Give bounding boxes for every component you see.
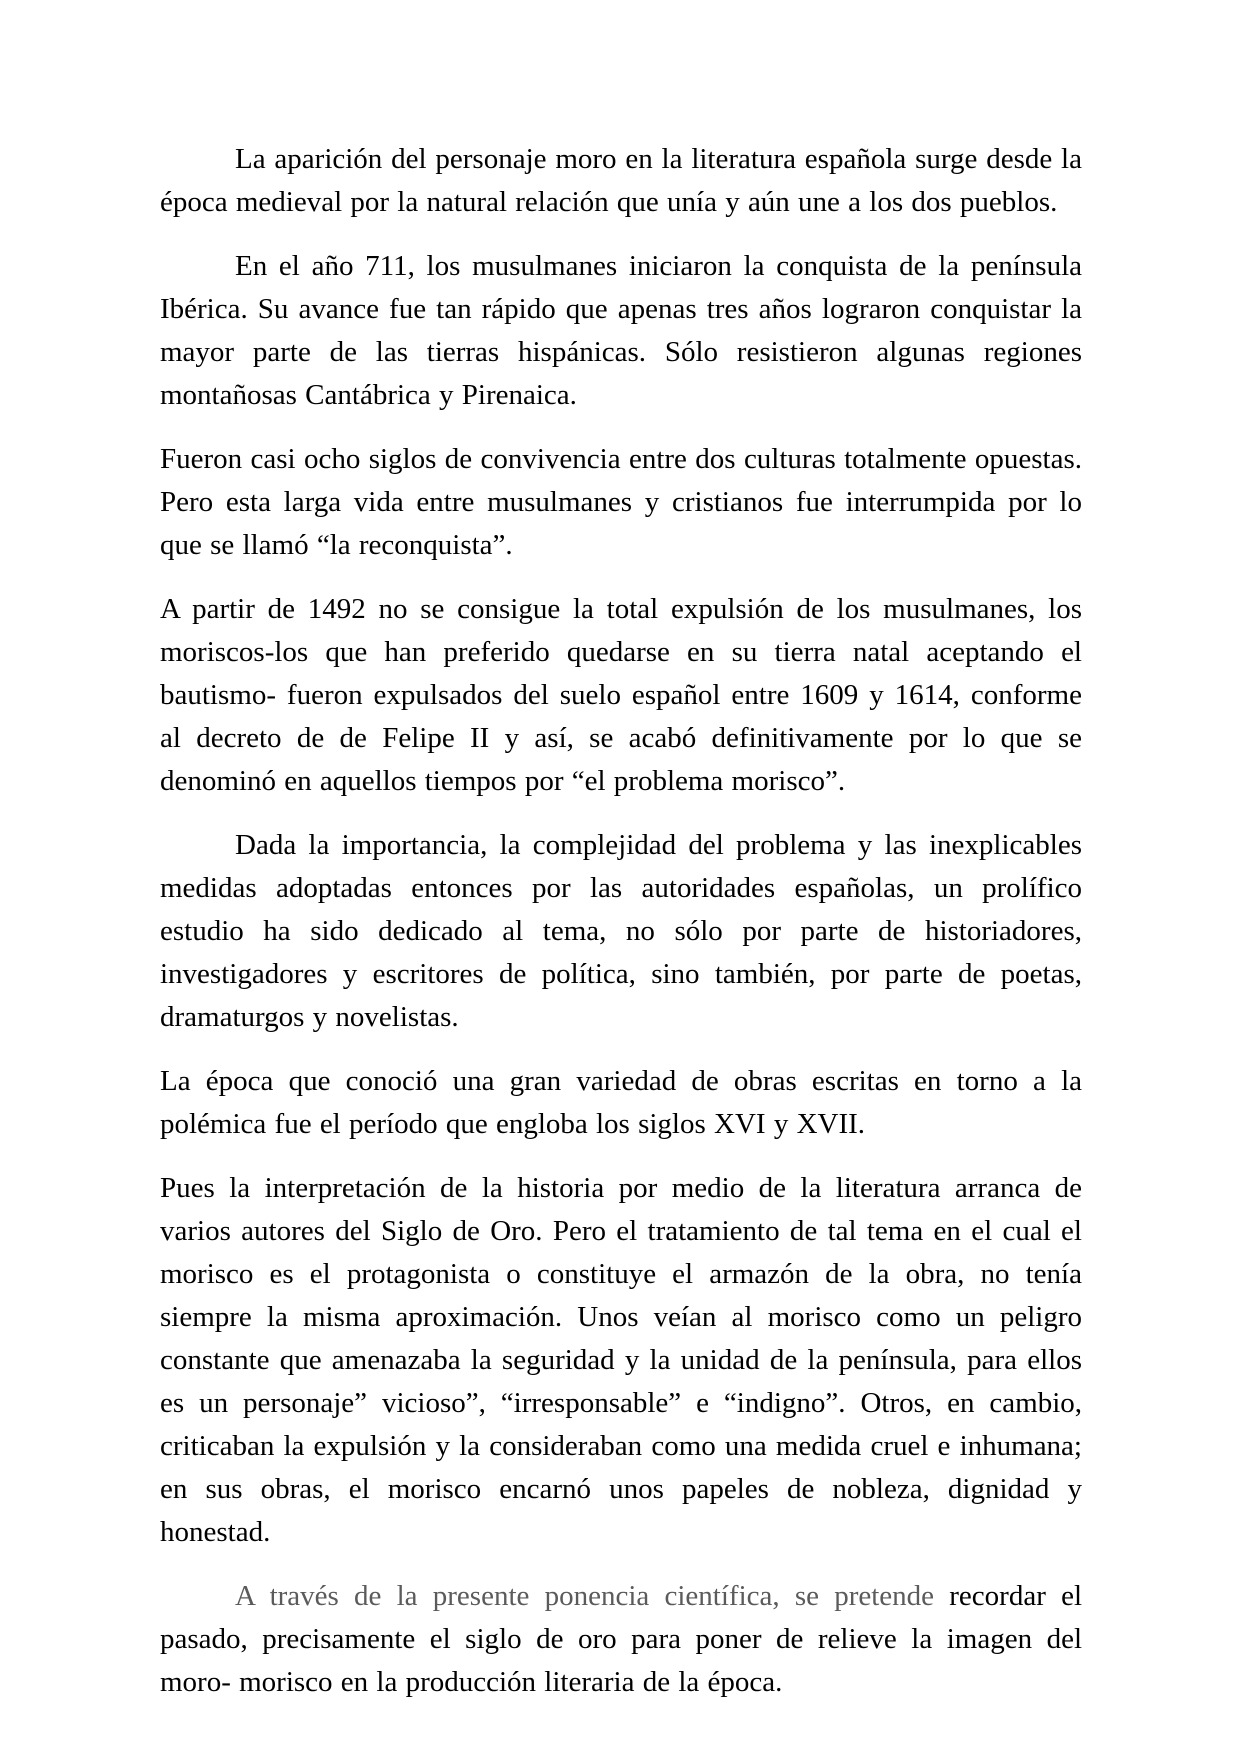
paragraph-4: A partir de 1492 no se consigue la total expulsión de los musulmanes, los moriscos-los que han preferido quedarse en su tierra natal aceptando el bautismo- fueron expulsados del suelo español entre 1609 y 1614, conforme al decreto de de Felipe II y así, se acabó definitivamente por lo que se denominó en aquellos tiempos por “el problema morisco”. <box>160 593 1082 797</box>
paragraph-6: La época que conoció una gran variedad de obras escritas en torno a la polémica fue el período que engloba los siglos XVI y XVII. <box>160 1065 1082 1140</box>
paragraph-8 <box>160 1575 1082 1704</box>
paragraph-7: Pues la interpretación de la historia por medio de la literatura arranca de varios autores del Siglo de Oro. Pero el tratamiento de tal tema en el cual el morisco es el protagonista o constituye el armazón de la obra, no tenía siempre la misma aproximación. Unos veían al morisco como un peligro constante que amenazaba la seguridad y la unidad de la península, para ellos es un personaje” vicioso”, “irresponsable” e “indigno”. Otros, en cambio, criticaban la expulsión y la consideraban como una medida cruel e inhumana; en sus obras, el morisco encarnó unos papeles de nobleza, dignidad y honestad. <box>160 1172 1082 1548</box>
paragraph-8-muted-lead: A través de la presente ponencia científica, se pretende <box>235 1580 950 1612</box>
paragraph-8-rest: recordar el pasado, precisamente el siglo de oro para poner de relieve la imagen del moro- morisco en la producción literaria de la época. <box>160 1580 1083 1698</box>
paragraph-2: En el año 711, los musulmanes iniciaron la conquista de la península Ibérica. Su avance fue tan rápido que apenas tres años lograron conquistar la mayor parte de las tierras hispánicas. Sólo resistieron algunas regiones montañosas Cantábrica y Pirenaica. <box>160 250 1082 411</box>
paragraph-1: La aparición del personaje moro en la literatura española surge desde la época medieval por la natural relación que unía y aún une a los dos pueblos. <box>160 143 1082 218</box>
paragraph-3: Fueron casi ocho siglos de convivencia entre dos culturas totalmente opuestas. Pero esta larga vida entre musulmanes y cristianos fue interrumpida por lo que se llamó “la reconquista”. <box>160 443 1082 561</box>
paragraph-5: Dada la importancia, la complejidad del problema y las inexplicables medidas adoptadas entonces por las autoridades españolas, un prolífico estudio ha sido dedicado al tema, no sólo por parte de historiadores, investigadores y escritores de política, sino también, por parte de poetas, dramaturgos y novelistas. <box>160 829 1082 1033</box>
